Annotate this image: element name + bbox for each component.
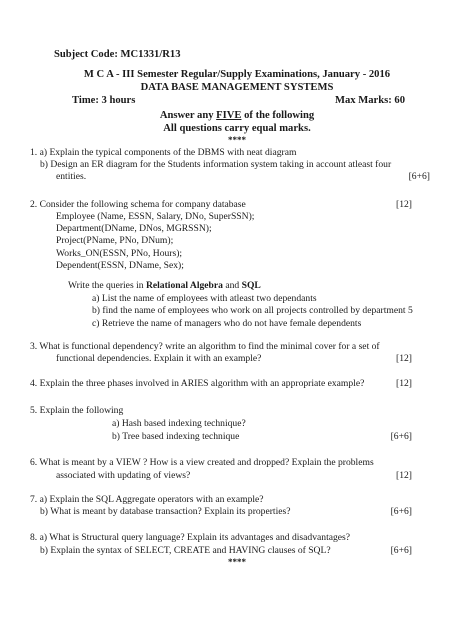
exam-time: Time: 3 hours xyxy=(72,95,136,106)
subject-code: Subject Code: MC1331/R13 xyxy=(54,49,181,60)
header-stars: **** xyxy=(228,135,246,145)
q7-a: 7. a) Explain the SQL Aggregate operators with an example? xyxy=(30,494,264,505)
q7-marks: [6+6] xyxy=(390,506,412,517)
q2-intro: 2. Consider the following schema for company database xyxy=(30,199,246,210)
q5-b: b) Tree based indexing technique xyxy=(112,431,240,442)
q5-a: a) Hash based indexing technique? xyxy=(112,418,246,429)
course-title: DATA BASE MANAGEMENT SYSTEMS xyxy=(140,82,334,93)
q3-line-1: 3. What is functional dependency? write an algorithm to find the minimal cover for a set of xyxy=(30,341,380,352)
q2-queries-instruction: Write the queries in Relational Algebra and SQL xyxy=(68,280,261,291)
instruction-line-2: All questions carry equal marks. xyxy=(163,123,311,134)
q2-marks: [12] xyxy=(396,199,412,210)
sql-label: SQL xyxy=(241,280,261,291)
q2-schema-employee: Employee (Name, ESSN, Salary, DNo, SuperSSN); xyxy=(56,211,255,222)
q2-part-c: c) Retrieve the name of managers who do not have female dependents xyxy=(92,318,362,329)
q2-schema-dependent: Dependent(ESSN, DName, Sex); xyxy=(56,260,184,271)
footer-stars: **** xyxy=(228,557,246,567)
q8-a: 8. a) What is Structural query language? Explain its advantages and disadvantages? xyxy=(30,532,351,543)
max-marks: Max Marks: 60 xyxy=(335,95,406,106)
q1-b: b) Design an ER diagram for the Students information system taking in account atleast four xyxy=(40,159,392,170)
q1-b-cont: entities. xyxy=(56,171,87,182)
q6-line-1: 6. What is meant by a VIEW ? How is a view created and dropped? Explain the problems xyxy=(30,457,374,468)
q8-marks: [6+6] xyxy=(390,545,412,556)
q4-marks: [12] xyxy=(396,378,412,389)
q2-schema-department: Department(DName, DNos, MGRSSN); xyxy=(56,223,212,234)
q6-marks: [12] xyxy=(396,470,412,481)
q8-b: b) Explain the syntax of SELECT, CREATE and HAVING clauses of SQL? xyxy=(40,545,331,556)
q2-schema-project: Project(PName, PNo, DNum); xyxy=(56,235,174,246)
q5-intro: 5. Explain the following xyxy=(30,405,124,416)
instruction-line-1: Answer any FIVE of the following xyxy=(159,110,315,121)
q2-schema-works-on: Works_ON(ESSN, PNo, Hours); xyxy=(56,248,183,259)
q1-a: 1. a) Explain the typical components of the DBMS with neat diagram xyxy=(30,147,297,158)
q1-marks: [6+6] xyxy=(408,171,430,182)
q6-line-2: associated with updating of views? xyxy=(56,470,191,481)
q5-marks: [6+6] xyxy=(390,431,412,442)
instruction-five: FIVE xyxy=(216,110,242,121)
q2-part-a: a) List the name of employees with atleast two dependants xyxy=(92,293,317,304)
q3-line-2: functional dependencies. Explain it with an example? xyxy=(56,353,262,364)
exam-title: M C A - III Semester Regular/Supply Examinations, January - 2016 xyxy=(83,69,391,80)
relational-algebra-label: Relational Algebra xyxy=(145,280,223,291)
q3-marks: [12] xyxy=(396,353,412,364)
q2-part-b: b) find the name of employees who work on all projects controlled by department 5 xyxy=(92,305,413,316)
q7-b: b) What is meant by database transaction? Explain its properties? xyxy=(40,506,291,517)
q4-line: 4. Explain the three phases involved in ARIES algorithm with an appropriate example? xyxy=(30,378,365,389)
